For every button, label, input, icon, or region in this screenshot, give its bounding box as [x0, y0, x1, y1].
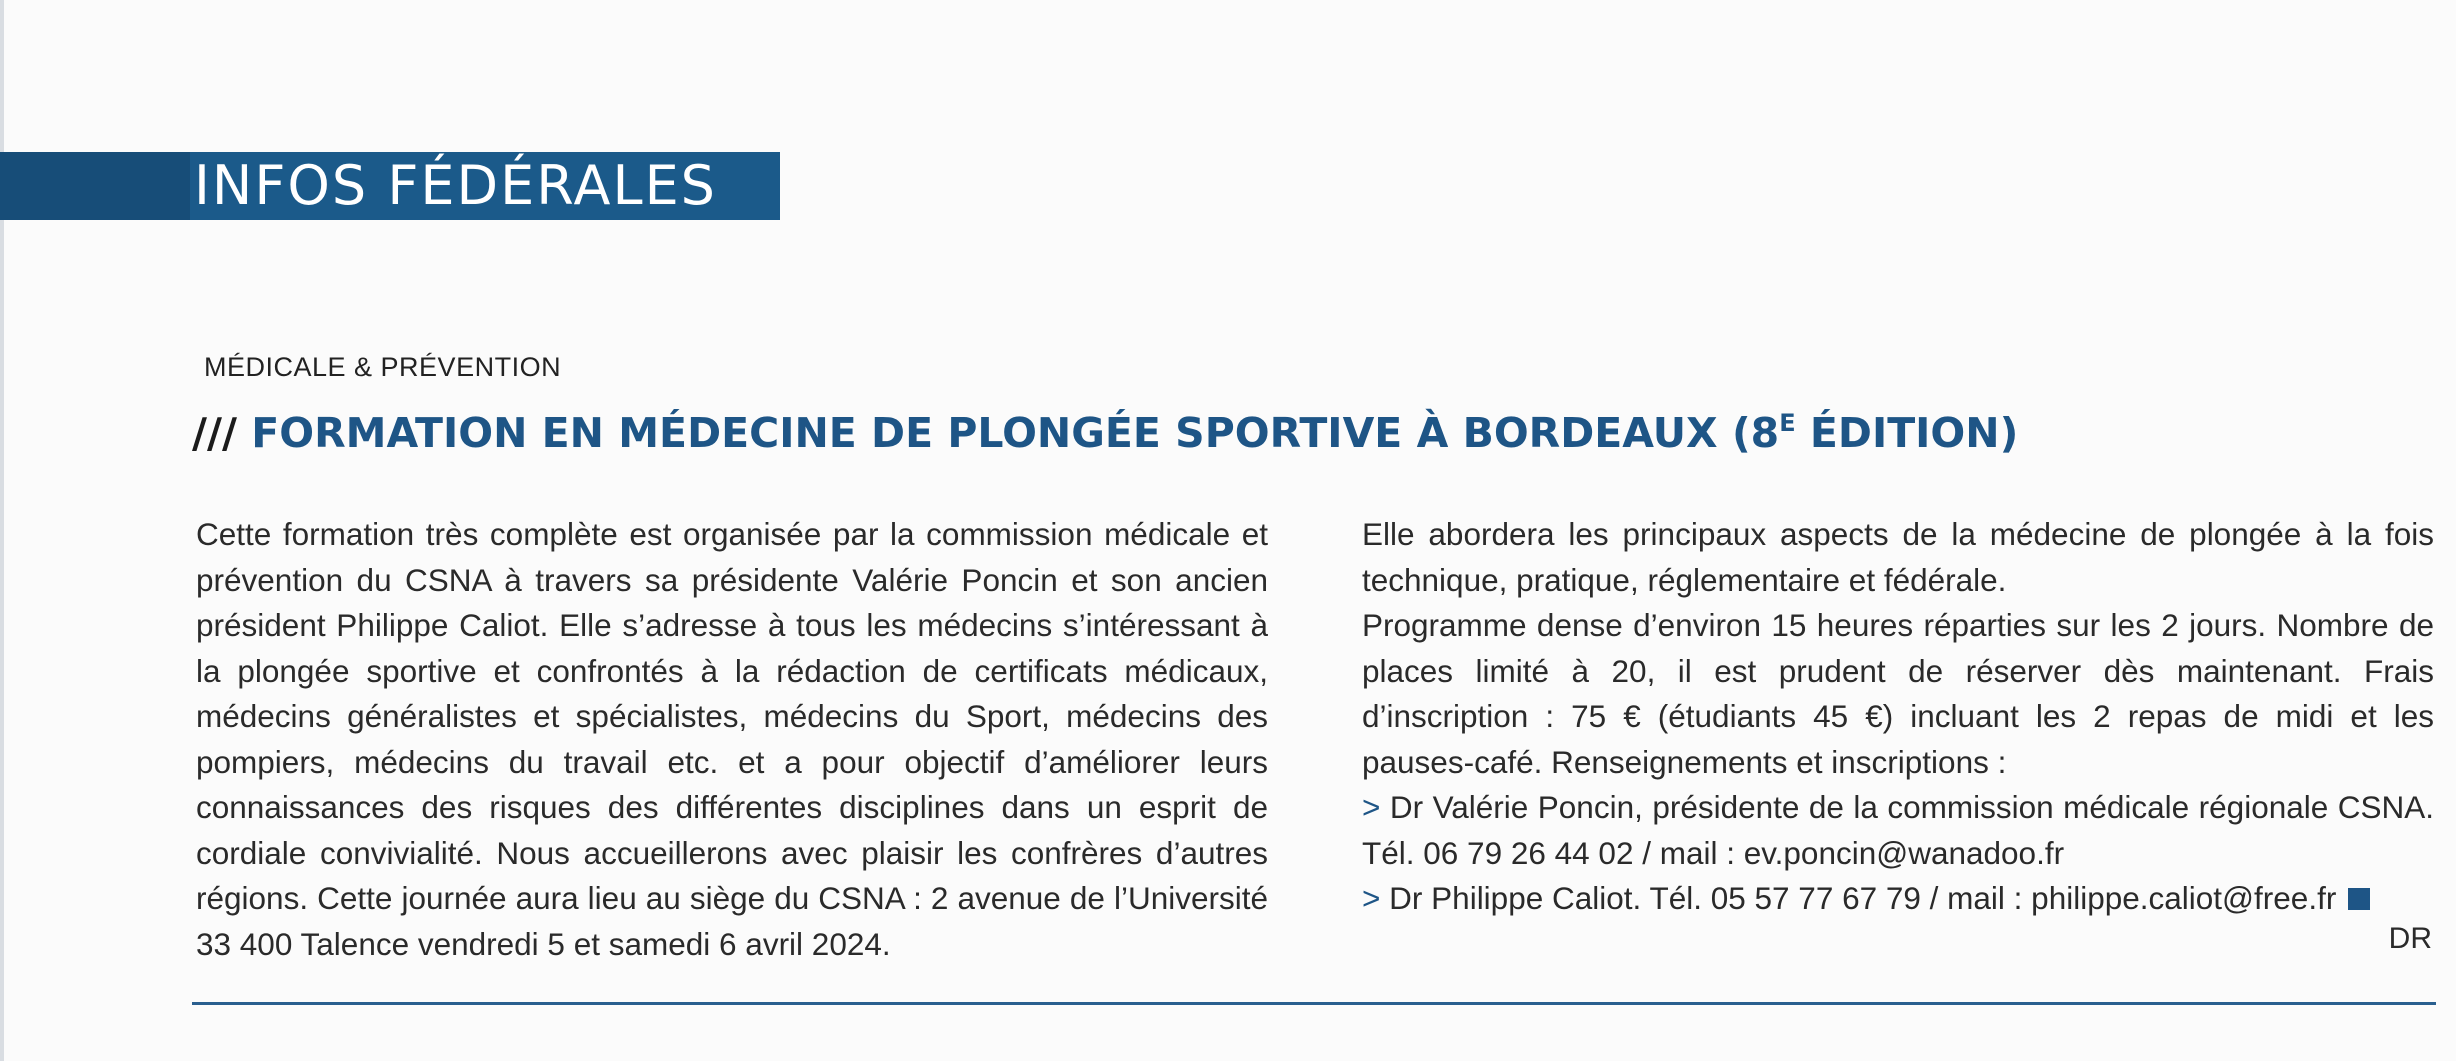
article-headline — [192, 392, 2019, 457]
contact-item — [1362, 785, 2434, 876]
article-right-column — [1362, 512, 2434, 922]
headline-end: ÉDITION) — [1795, 409, 2019, 457]
headline-main: FORMATION EN MÉDECINE DE PLONGÉE SPORTIVE À BORDEAUX (8 — [251, 409, 1780, 457]
right-paragraph-1: Elle abordera les principaux aspects de la médecine de plongée à la fois technique, pratique, réglementaire et fédérale. — [1362, 516, 2434, 598]
contact-text: Dr Philippe Caliot. Tél. 05 57 77 67 79 / mail : philippe.caliot@free.fr — [1389, 880, 2337, 916]
left-column-paragraph: Cette formation très complète est organisée par la commission médicale et prévention du CSNA à travers sa présidente Valérie Poncin et son ancien président Philippe Caliot. Elle s’adresse à tous les médecins s’intéressant à la plongée sportive et confrontés à la rédaction de certificats médicaux, médecins généralistes et spécialistes, médecins du Sport, médecins des pompiers, médecins du travail etc. et a pour objectif d’améliorer leurs connaissances des risques des différentes disciplines dans un esprit de cordiale convivialité. Nous accueillerons avec plaisir les confrères d’autres régions. Cette journée aura lieu au siège du CSNA : 2 avenue de l’Université 33 400 Talence vendredi 5 et samedi 6 avril 2024. — [196, 516, 1268, 962]
section-banner-accent — [0, 152, 190, 220]
headline-superscript: E — [1779, 409, 1796, 437]
section-banner-title: INFOS FÉDÉRALES — [194, 154, 717, 217]
end-of-article-icon — [2348, 888, 2370, 910]
contact-marker: > — [1362, 880, 1381, 916]
right-paragraph-2: Programme dense d’environ 15 heures réparties sur les 2 jours. Nombre de places limité à 20, il est prudent de réserver dès maintenant. Frais d’inscription : 75 € (étudiants 45 €) incluant les 2 repas de midi et les pauses-café. Renseignements et inscriptions : — [1362, 607, 2434, 780]
article-kicker: MÉDICALE & PRÉVENTION — [204, 352, 562, 382]
contact-item — [1362, 876, 2434, 922]
bottom-rule — [192, 1002, 2436, 1005]
contact-marker: > — [1362, 789, 1381, 825]
photo-credit: DR — [2388, 922, 2432, 955]
article-left-column — [196, 512, 1268, 967]
headline-prefix: /// — [192, 409, 237, 457]
contact-text: Dr Valérie Poncin, présidente de la commission médicale régionale CSNA. Tél. 06 79 26 44 02 / mail : ev.poncin@wanadoo.fr — [1362, 789, 2434, 871]
